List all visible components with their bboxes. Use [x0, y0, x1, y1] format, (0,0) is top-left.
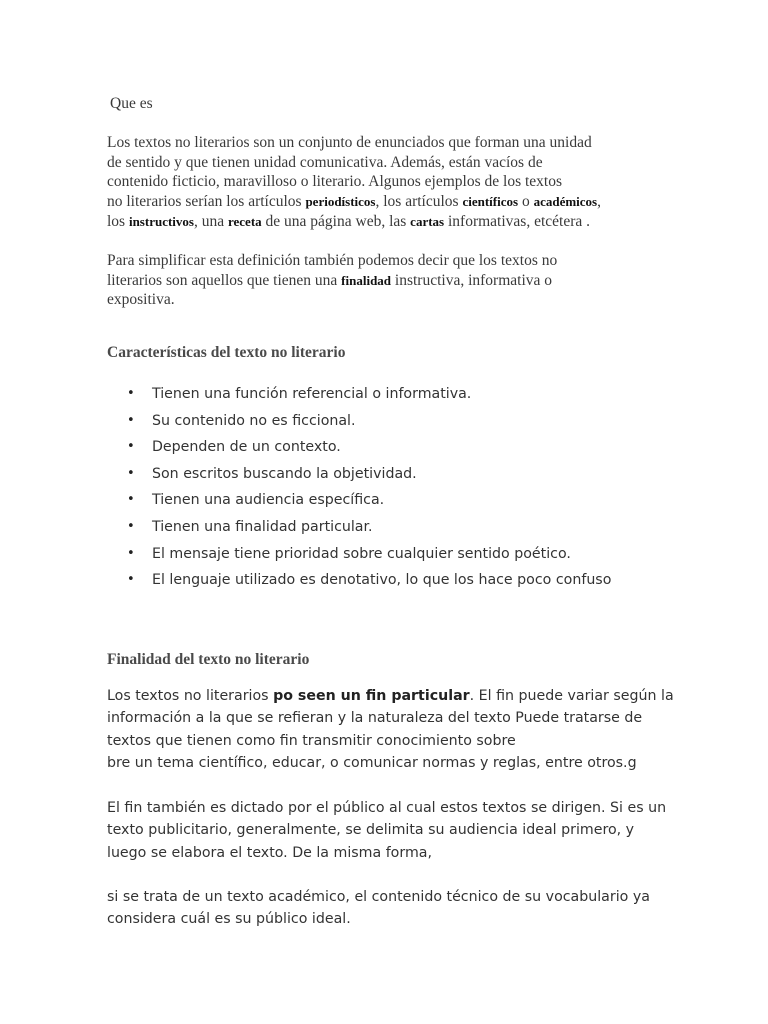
intro-line: Los textos no literarios son un conjunto de enunciados que forman una unidad [107, 134, 592, 151]
simplify-line: expositiva. [107, 291, 175, 309]
purpose-line [107, 685, 674, 707]
purpose-line: bre un tema científico, educar, o comunicar normas y reglas, entre otros.g [107, 754, 637, 771]
purpose-line: considera cuál es su público ideal. [107, 911, 351, 928]
intro-text: , una [193, 212, 228, 230]
list-item: • El lenguaje utilizado es denotativo, lo que los hace poco confuso [107, 567, 611, 594]
list-item: • Tienen una función referencial o informativa. [107, 381, 611, 408]
list-item: • El mensaje tiene prioridad sobre cualquier sentido poético. [107, 541, 611, 568]
keyword-cartas: cartas [410, 213, 445, 229]
keyword-academicos: académicos [533, 194, 598, 210]
purpose-text: . El fin puede variar según la [469, 688, 674, 704]
list-item: • Tienen una finalidad particular. [107, 514, 611, 541]
purpose-text: Los textos no literarios [107, 688, 274, 704]
characteristics-heading: Características del texto no literario [107, 344, 346, 361]
list-item: • Son escritos buscando la objetividad. [107, 461, 611, 488]
purpose-line: si se trata de un texto académico, el contenido técnico de su vocabulario ya [107, 889, 650, 905]
keyword-cientificos: científicos [462, 194, 519, 210]
simplify-text: literarios son aquellos que tienen una [107, 271, 342, 289]
purpose-paragraph-1 [107, 685, 674, 774]
purpose-line: El fin también es dictado por el público al cual estos textos se dirigen. Si es un [107, 800, 667, 816]
purpose-emphasis: po seen un fin particular [273, 688, 470, 704]
intro-line [107, 212, 601, 232]
intro-text: no literarios serían los artículos [107, 193, 306, 211]
characteristics-list [107, 381, 611, 594]
purpose-paragraph-2 [107, 797, 666, 864]
intro-text: los [107, 212, 129, 230]
intro-line: contenido ficticio, maravilloso o literario. Algunos ejemplos de los textos [107, 173, 563, 191]
keyword-instructivos: instructivos [128, 213, 194, 229]
intro-text: o [518, 193, 534, 211]
simplify-text: instructiva, informativa o [391, 271, 553, 289]
intro-line: de sentido y que tienen unidad comunicativa. Además, están vacíos de [107, 153, 543, 171]
purpose-line: texto publicitario, generalmente, se delimita su audiencia ideal primero, y [107, 822, 635, 839]
keyword-periodisticos: periodísticos [305, 194, 376, 210]
purpose-line: luego se elabora el texto. De la misma forma, [107, 844, 432, 861]
purpose-line: información a la que se refieran y la naturaleza del texto Puede tratarse de [107, 710, 643, 727]
section-title: Que es [110, 95, 153, 112]
intro-text: , [597, 193, 601, 211]
simplify-line [107, 271, 557, 291]
keyword-receta: receta [227, 213, 262, 229]
keyword-finalidad: finalidad [341, 272, 392, 288]
intro-text: informativas, etcétera . [444, 212, 590, 230]
purpose-paragraph-3 [107, 886, 650, 931]
intro-line [107, 192, 601, 212]
intro-paragraph [107, 133, 601, 232]
purpose-line: textos que tienen como fin transmitir conocimiento sobre [107, 732, 516, 749]
simplify-paragraph [107, 251, 557, 310]
list-item: • Dependen de un contexto. [107, 434, 611, 461]
intro-text: , los artículos [375, 193, 463, 211]
purpose-heading: Finalidad del texto no literario [107, 651, 310, 668]
simplify-line: Para simplificar esta definición también podemos decir que los textos no [107, 252, 558, 269]
list-item: • Su contenido no es ficcional. [107, 408, 611, 435]
list-item: • Tienen una audiencia específica. [107, 487, 611, 514]
intro-text: de una página web, las [261, 212, 411, 230]
